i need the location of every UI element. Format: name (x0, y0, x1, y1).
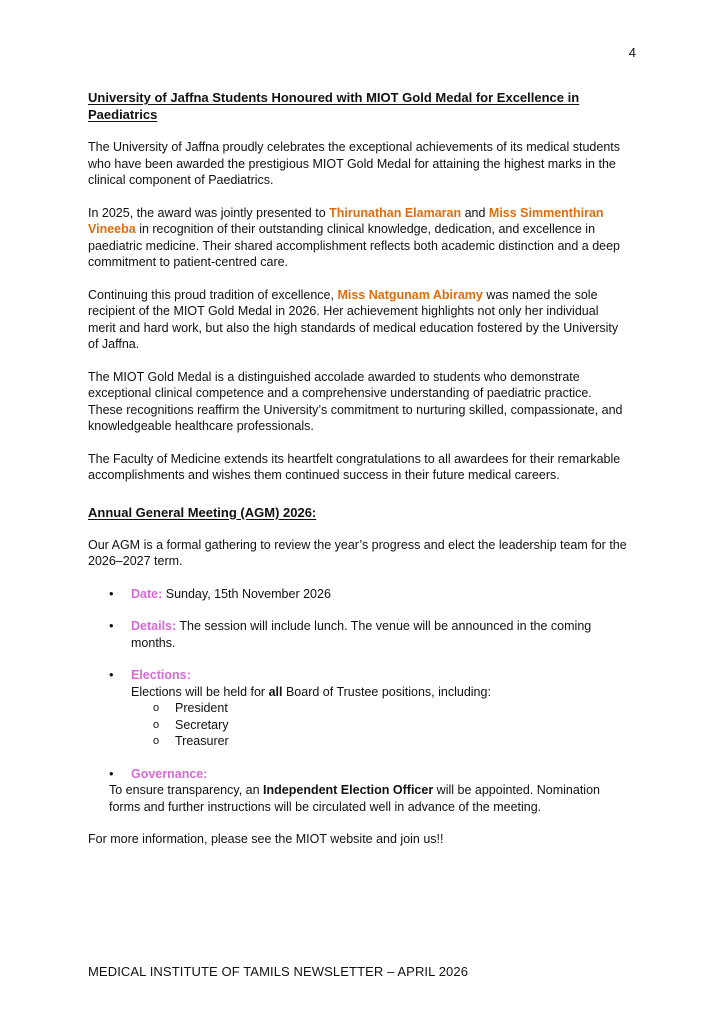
gold-medal-article (88, 89, 628, 484)
date-text: Sunday, 15th November 2026 (162, 586, 331, 601)
awardee-name: Miss Simmenthiran Vineeba (88, 205, 604, 236)
agm-details-list (88, 586, 628, 816)
text-run: Board of Trustee positions, including: (282, 684, 491, 699)
text-run: To ensure transparency, an (109, 783, 264, 797)
bold-text: all (268, 684, 283, 699)
agm-title: Annual General Meeting (AGM) 2026: (88, 504, 317, 520)
page-content (88, 89, 628, 864)
article-paragraph-1: The University of Jaffna proudly celebrates the exceptional achievements of its medical students who have been awarded the prestigious MIOT Gold Medal for attaining the highest marks in the clinical component of Paediatrics. (88, 140, 620, 187)
list-item-details (88, 618, 628, 651)
details-text: The session will include lunch. The venue will be announced in the coming months. (131, 619, 592, 650)
positions-list (131, 700, 628, 750)
governance-label: • Governance: (131, 766, 208, 781)
text-run: and (461, 205, 489, 220)
awardee-name: Miss Natgunam Abiramy (337, 287, 483, 302)
elections-text (131, 684, 628, 701)
elections-label: • Elections: (131, 668, 191, 682)
position-item: o Treasurer (153, 733, 628, 750)
page-number: 4 (628, 45, 636, 60)
list-item-date (88, 586, 628, 603)
article-paragraph-5: The Faculty of Medicine extends its heartfelt congratulations to all awardees for their remarkable accomplishments and wishes them continued success in their future medical careers. (88, 451, 621, 482)
date-label: Date: (131, 586, 163, 601)
governance-text (109, 782, 628, 815)
text-run: was named the sole recipient of the MIOT Gold Medal in 2026. Her achievement highlights not only her individual merit and hard work, but also the high standards of medical education fostered by the University of Jaffna. (88, 287, 619, 351)
article-paragraph-2 (88, 205, 628, 271)
article-paragraph-4: The MIOT Gold Medal is a distinguished accolade awarded to students who demonstrate exceptional clinical competence and a comprehensive understanding of paediatric practice. These recognitions reaffirm the University’s commitment to nurturing skilled, compassionate, and knowledgeable healthcare professionals. (88, 369, 623, 433)
article-paragraph-3 (88, 287, 628, 353)
article-title: University of Jaffna Students Honoured with MIOT Gold Medal for Excellence in Paediatrics (88, 90, 580, 122)
text-run: Continuing this proud tradition of excellence, (88, 287, 338, 302)
details-label: Details: (131, 619, 177, 633)
text-run: will be appointed. Nomination forms and further instructions will be circulated well in advance of the meeting. (109, 783, 600, 814)
agm-section (88, 504, 628, 848)
text-run: Elections will be held for (131, 684, 269, 699)
position-item: o President (153, 700, 628, 717)
awardee-name: Thirunathan Elamaran (329, 205, 462, 220)
agm-intro: Our AGM is a formal gathering to review the year’s progress and elect the leadership team for the 2026–2027 term. (88, 537, 627, 568)
agm-closing: For more information, please see the MIOT website and join us!! (88, 832, 444, 846)
bold-text: Independent Election Officer (263, 783, 434, 797)
position-item: o Secretary (153, 717, 628, 734)
list-item-governance (88, 766, 628, 816)
list-item-elections (88, 667, 628, 750)
newsletter-footer: MEDICAL INSTITUTE OF TAMILS NEWSLETTER – APRIL 2026 (88, 964, 469, 979)
text-run: In 2025, the award was jointly presented to (88, 205, 330, 220)
text-run: in recognition of their outstanding clinical knowledge, dedication, and excellence in paediatric medicine. Their shared accomplishment reflects both academic distinction and a deep commitment to patient-centred care. (88, 222, 621, 269)
